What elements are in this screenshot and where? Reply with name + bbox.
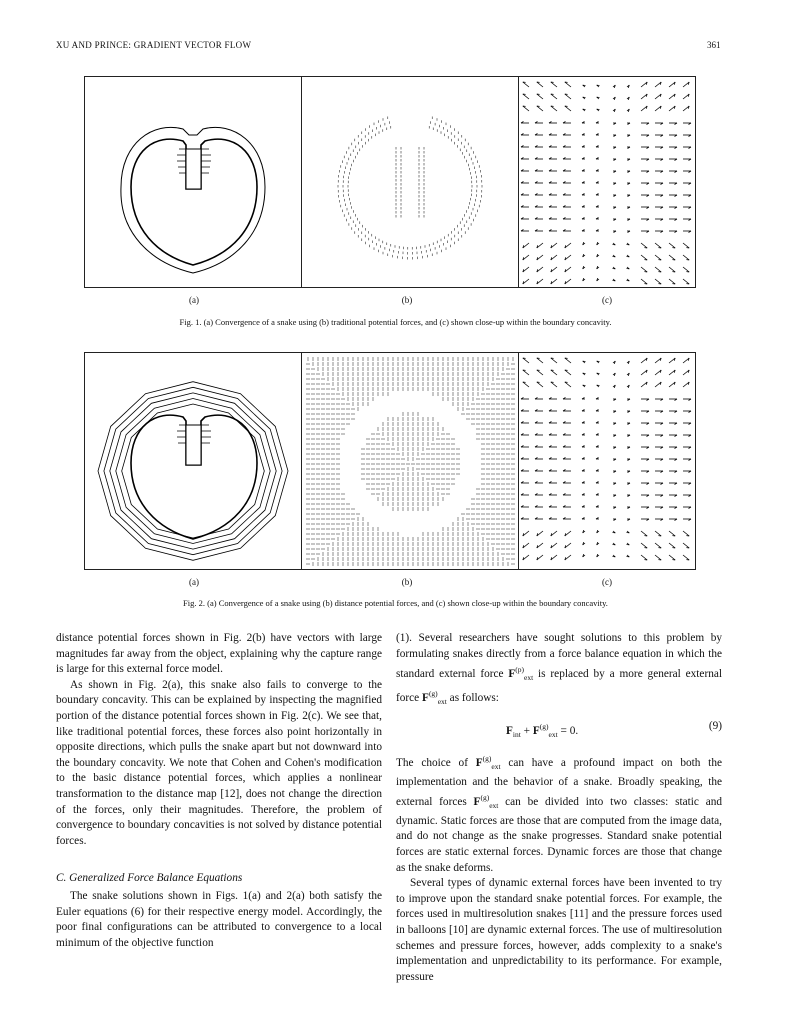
fig1-panel-a [84,76,302,288]
fig1-potential-force-field [302,77,518,287]
fig2-distance-force-field [302,353,518,569]
fig2-label-c: (c) [602,577,612,587]
page-number: 361 [707,40,721,50]
fig2-panel-b [302,352,519,570]
fig2-label-b: (b) [401,577,413,587]
fig1-label-c: (c) [602,295,612,305]
fig2-label-a: (a) [189,577,199,587]
equation-number: (9) [708,720,722,733]
fig2-closeup-vectors [519,353,695,569]
fig2-caption: Fig. 2. (a) Convergence of a snake using (b) distance potential forces, and (c) shown close-up within the boundary concavity. [183,598,608,608]
fig2-panel-c [519,352,696,570]
figure-2 [84,352,696,570]
section-heading: C. Generalized Force Balance Equations [56,872,243,885]
fig1-caption: Fig. 1. (a) Convergence of a snake using (b) traditional potential forces, and (c) shown close-up within the boundary concavity. [179,317,612,327]
equation-body: $F_{int} + F^{(g)}_{ext} = 0$. [506,722,579,740]
left-paragraph-1: distance potential forces shown in Fig. 2(b) have vectors with large magnitudes far away from the object, explaining why the capture range is large for this external force model. [56,632,382,676]
right-column [396,631,722,985]
figure-1 [84,76,696,288]
running-title: XU AND PRINCE: GRADIENT VECTOR FLOW [56,40,252,50]
fig1-closeup-vectors [519,77,695,287]
fig1-panel-b [302,76,519,288]
right-paragraph-1: (1). Several researchers have sought solutions to this problem by formulating snakes directly from a force balance equation in which the standard external force $F^{(p)}_{ext}$ is replaced by a more general external force $F^{(g)}_{ext}$ as follows: [396,632,723,706]
fig2-snake-image [85,353,301,569]
fig1-label-a: (a) [189,295,199,305]
fig1-panel-c [519,76,696,288]
right-paragraph-2: The choice of $F^{(g)}_{ext}$ can have a profound impact on both the implementation and the behavior of a snake. Broadly speaking, the external forces $F^{(g)}_{ext}$ can be divided into two classes: static and dynamic. Static forces are those that are computed from the image data, and do not change as the snake progresses. Standard snake potential forces are static external forces. Dynamic forces are those that change as the snake deforms. [396,753,723,874]
equation-9 [396,719,722,743]
fig1-snake-image [85,77,301,287]
fig1-label-b: (b) [401,295,413,305]
left-paragraph-2: As shown in Fig. 2(a), this snake also fails to converge to the boundary concavity. This can be explained by inspecting the magnified portion of the distance potential forces shown in Fig. 2(c). We see that, like traditional potential forces, these forces also point horizontally in opposite directions, which pulls the snake apart but not downward into the boundary concavity. We note that Cohen and Cohen's modification to the basic distance potential forces, which applies a nonlinear transformation to the distance map [12], does not change the direction of the forces, only their magnitudes. Therefore, the problem of convergence to boundary concavities is not solved by distance potential forces. [56,678,382,847]
fig2-panel-a [84,352,302,570]
right-paragraph-3: Several types of dynamic external forces have been invented to try to improve upon the standard snake potential forces. For example, the forces used in multiresolution snakes [11] and the pressure forces used in balloons [10] are dynamic external forces. The use of multiresolution schemes and pressure forces, however, adds complexity to a snake's implementation and unpredictability to its performance. For example, pressure [396,877,722,983]
left-column [56,631,382,951]
left-paragraph-3: The snake solutions shown in Figs. 1(a) and 2(a) both satisfy the Euler equations (6) for their respective energy model. Accordingly, the poor final configurations can be attributed to convergence to a local minimum of the objective function [56,889,382,949]
